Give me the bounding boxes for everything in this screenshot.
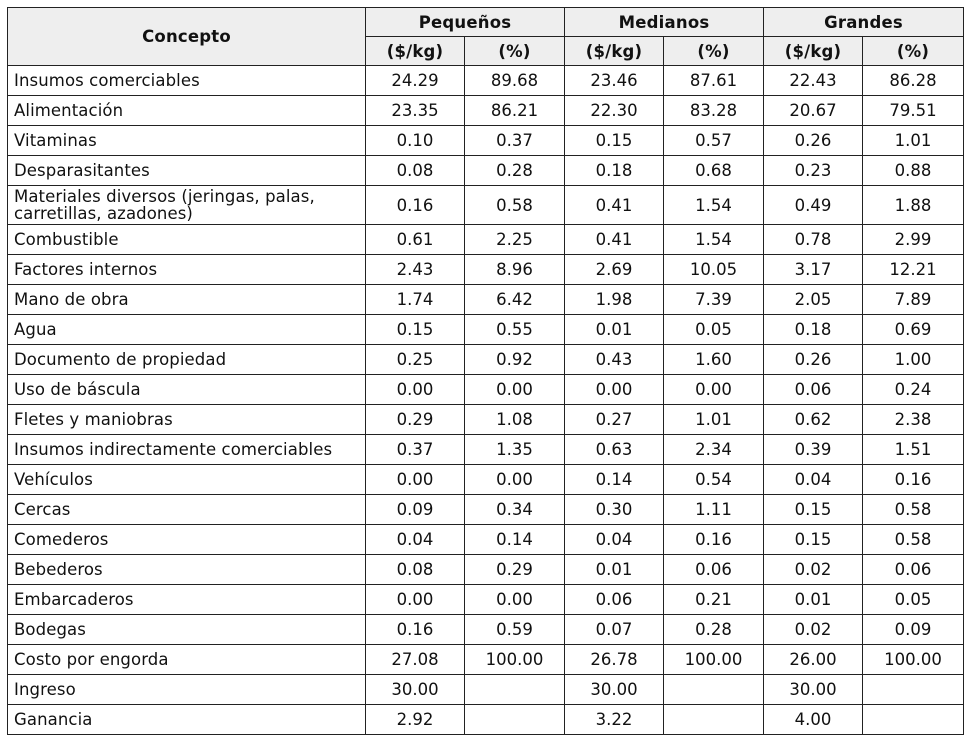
value-cell: 1.01 — [664, 405, 764, 435]
value-cell: 0.14 — [465, 525, 565, 555]
table-row — [8, 615, 964, 645]
value-cell: 0.59 — [465, 615, 565, 645]
value-cell: 1.60 — [664, 345, 764, 375]
value-cell: 89.68 — [465, 66, 565, 96]
value-cell: 23.46 — [565, 66, 664, 96]
value-cell: 3.22 — [565, 705, 664, 735]
concept-cell: Agua — [8, 315, 366, 345]
group-header-small: Pequeños — [366, 8, 565, 37]
value-cell: 0.04 — [366, 525, 465, 555]
value-cell: 0.58 — [863, 495, 964, 525]
table-row — [8, 465, 964, 495]
value-cell: 24.29 — [366, 66, 465, 96]
value-cell: 0.14 — [565, 465, 664, 495]
value-cell: 2.25 — [465, 225, 565, 255]
value-cell: 0.15 — [565, 126, 664, 156]
value-cell: 22.30 — [565, 96, 664, 126]
table-row — [8, 96, 964, 126]
concept-cell: Mano de obra — [8, 285, 366, 315]
value-cell: 0.08 — [366, 555, 465, 585]
value-cell: 0.69 — [863, 315, 964, 345]
value-cell: 0.58 — [863, 525, 964, 555]
value-cell: 0.28 — [465, 156, 565, 186]
concept-header: Concepto — [8, 8, 366, 66]
value-cell: 0.16 — [366, 615, 465, 645]
concept-cell: Comederos — [8, 525, 366, 555]
value-cell: 0.92 — [465, 345, 565, 375]
value-cell: 0.54 — [664, 465, 764, 495]
value-cell: 2.69 — [565, 255, 664, 285]
concept-cell: Fletes y maniobras — [8, 405, 366, 435]
value-cell: 0.00 — [565, 375, 664, 405]
value-cell: 0.00 — [366, 465, 465, 495]
value-cell: 83.28 — [664, 96, 764, 126]
group-header-medium: Medianos — [565, 8, 764, 37]
value-cell: 2.99 — [863, 225, 964, 255]
value-cell: 0.02 — [764, 555, 863, 585]
value-cell: 1.98 — [565, 285, 664, 315]
unit-header: (%) — [465, 37, 565, 66]
value-cell: 79.51 — [863, 96, 964, 126]
unit-header: ($/kg) — [764, 37, 863, 66]
concept-cell: Uso de báscula — [8, 375, 366, 405]
value-cell: 2.34 — [664, 435, 764, 465]
unit-header: (%) — [664, 37, 764, 66]
concept-cell: Cercas — [8, 495, 366, 525]
concept-cell: Ingreso — [8, 675, 366, 705]
value-cell: 0.06 — [565, 585, 664, 615]
value-cell: 100.00 — [863, 645, 964, 675]
value-cell: 0.21 — [664, 585, 764, 615]
unit-header: (%) — [863, 37, 964, 66]
value-cell: 1.54 — [664, 225, 764, 255]
value-cell: 0.07 — [565, 615, 664, 645]
concept-cell: Bebederos — [8, 555, 366, 585]
value-cell: 3.17 — [764, 255, 863, 285]
concept-cell: Documento de propiedad — [8, 345, 366, 375]
value-cell: 0.15 — [764, 495, 863, 525]
value-cell: 0.61 — [366, 225, 465, 255]
value-cell: 30.00 — [565, 675, 664, 705]
group-header-large: Grandes — [764, 8, 964, 37]
value-cell: 0.25 — [366, 345, 465, 375]
value-cell: 0.00 — [465, 465, 565, 495]
concept-cell: Ganancia — [8, 705, 366, 735]
value-cell: 0.04 — [565, 525, 664, 555]
concept-cell: Embarcaderos — [8, 585, 366, 615]
value-cell: 0.02 — [764, 615, 863, 645]
table-row — [8, 126, 964, 156]
value-cell: 0.15 — [764, 525, 863, 555]
value-cell: 0.34 — [465, 495, 565, 525]
value-cell: 0.00 — [664, 375, 764, 405]
value-cell: 0.04 — [764, 465, 863, 495]
table-row — [8, 66, 964, 96]
concept-cell: Costo por engorda — [8, 645, 366, 675]
value-cell: 1.00 — [863, 345, 964, 375]
value-cell — [863, 675, 964, 705]
value-cell: 8.96 — [465, 255, 565, 285]
concept-cell: Materiales diversos (jeringas, palas, carretillas, azadones) — [8, 186, 366, 225]
table-row — [8, 255, 964, 285]
value-cell: 4.00 — [764, 705, 863, 735]
value-cell: 0.16 — [366, 186, 465, 225]
concept-cell: Bodegas — [8, 615, 366, 645]
value-cell: 0.49 — [764, 186, 863, 225]
value-cell: 2.43 — [366, 255, 465, 285]
concept-cell: Vitaminas — [8, 126, 366, 156]
value-cell: 1.08 — [465, 405, 565, 435]
table-row — [8, 555, 964, 585]
value-cell: 0.24 — [863, 375, 964, 405]
value-cell: 0.26 — [764, 126, 863, 156]
value-cell: 0.09 — [366, 495, 465, 525]
table-header — [8, 8, 964, 66]
value-cell: 1.01 — [863, 126, 964, 156]
table-row — [8, 315, 964, 345]
value-cell: 1.11 — [664, 495, 764, 525]
value-cell: 1.88 — [863, 186, 964, 225]
value-cell: 0.28 — [664, 615, 764, 645]
concept-cell: Desparasitantes — [8, 156, 366, 186]
value-cell: 7.89 — [863, 285, 964, 315]
value-cell: 0.10 — [366, 126, 465, 156]
value-cell: 86.21 — [465, 96, 565, 126]
value-cell: 0.00 — [366, 375, 465, 405]
value-cell: 0.06 — [764, 375, 863, 405]
concept-cell: Combustible — [8, 225, 366, 255]
concept-cell: Vehículos — [8, 465, 366, 495]
value-cell — [465, 675, 565, 705]
table-row — [8, 675, 964, 705]
value-cell: 0.05 — [664, 315, 764, 345]
value-cell: 0.30 — [565, 495, 664, 525]
value-cell: 26.78 — [565, 645, 664, 675]
value-cell: 0.16 — [664, 525, 764, 555]
table-row — [8, 186, 964, 225]
value-cell: 0.23 — [764, 156, 863, 186]
value-cell: 100.00 — [664, 645, 764, 675]
table-body — [8, 66, 964, 735]
value-cell: 0.63 — [565, 435, 664, 465]
value-cell: 0.06 — [664, 555, 764, 585]
value-cell: 27.08 — [366, 645, 465, 675]
value-cell: 1.74 — [366, 285, 465, 315]
value-cell: 0.15 — [366, 315, 465, 345]
value-cell: 0.01 — [764, 585, 863, 615]
value-cell: 23.35 — [366, 96, 465, 126]
table-row — [8, 645, 964, 675]
table-row — [8, 705, 964, 735]
unit-header: ($/kg) — [565, 37, 664, 66]
value-cell — [664, 675, 764, 705]
value-cell: 26.00 — [764, 645, 863, 675]
value-cell — [863, 705, 964, 735]
value-cell: 0.37 — [366, 435, 465, 465]
value-cell: 1.35 — [465, 435, 565, 465]
table-row — [8, 585, 964, 615]
table-row — [8, 525, 964, 555]
table-row — [8, 405, 964, 435]
table-row — [8, 225, 964, 255]
cost-table — [7, 7, 964, 735]
value-cell: 100.00 — [465, 645, 565, 675]
concept-cell: Insumos comerciables — [8, 66, 366, 96]
value-cell: 30.00 — [764, 675, 863, 705]
table-row — [8, 345, 964, 375]
value-cell: 0.58 — [465, 186, 565, 225]
value-cell: 0.00 — [366, 585, 465, 615]
value-cell: 0.68 — [664, 156, 764, 186]
value-cell: 0.29 — [366, 405, 465, 435]
value-cell: 0.41 — [565, 186, 664, 225]
table-row — [8, 285, 964, 315]
value-cell: 0.27 — [565, 405, 664, 435]
value-cell: 2.92 — [366, 705, 465, 735]
value-cell — [664, 705, 764, 735]
value-cell: 0.00 — [465, 585, 565, 615]
value-cell: 22.43 — [764, 66, 863, 96]
value-cell: 87.61 — [664, 66, 764, 96]
value-cell: 0.16 — [863, 465, 964, 495]
value-cell: 0.00 — [465, 375, 565, 405]
concept-cell: Alimentación — [8, 96, 366, 126]
value-cell: 1.54 — [664, 186, 764, 225]
value-cell: 0.08 — [366, 156, 465, 186]
value-cell: 0.05 — [863, 585, 964, 615]
value-cell: 0.57 — [664, 126, 764, 156]
table-row — [8, 375, 964, 405]
table-row — [8, 435, 964, 465]
value-cell: 0.39 — [764, 435, 863, 465]
header-row-groups — [8, 8, 964, 37]
table-row — [8, 495, 964, 525]
value-cell: 0.18 — [764, 315, 863, 345]
value-cell: 0.01 — [565, 315, 664, 345]
concept-cell: Insumos indirectamente comerciables — [8, 435, 366, 465]
value-cell: 30.00 — [366, 675, 465, 705]
value-cell: 86.28 — [863, 66, 964, 96]
value-cell: 0.88 — [863, 156, 964, 186]
value-cell: 0.43 — [565, 345, 664, 375]
value-cell: 0.26 — [764, 345, 863, 375]
value-cell: 20.67 — [764, 96, 863, 126]
value-cell: 0.41 — [565, 225, 664, 255]
value-cell: 0.18 — [565, 156, 664, 186]
value-cell: 1.51 — [863, 435, 964, 465]
unit-header: ($/kg) — [366, 37, 465, 66]
value-cell: 0.29 — [465, 555, 565, 585]
value-cell: 0.09 — [863, 615, 964, 645]
value-cell: 0.01 — [565, 555, 664, 585]
concept-cell: Factores internos — [8, 255, 366, 285]
value-cell: 12.21 — [863, 255, 964, 285]
table-row — [8, 156, 964, 186]
value-cell: 10.05 — [664, 255, 764, 285]
value-cell: 2.05 — [764, 285, 863, 315]
value-cell — [465, 705, 565, 735]
value-cell: 0.55 — [465, 315, 565, 345]
value-cell: 0.37 — [465, 126, 565, 156]
value-cell: 0.06 — [863, 555, 964, 585]
value-cell: 2.38 — [863, 405, 964, 435]
value-cell: 6.42 — [465, 285, 565, 315]
value-cell: 0.78 — [764, 225, 863, 255]
value-cell: 7.39 — [664, 285, 764, 315]
value-cell: 0.62 — [764, 405, 863, 435]
